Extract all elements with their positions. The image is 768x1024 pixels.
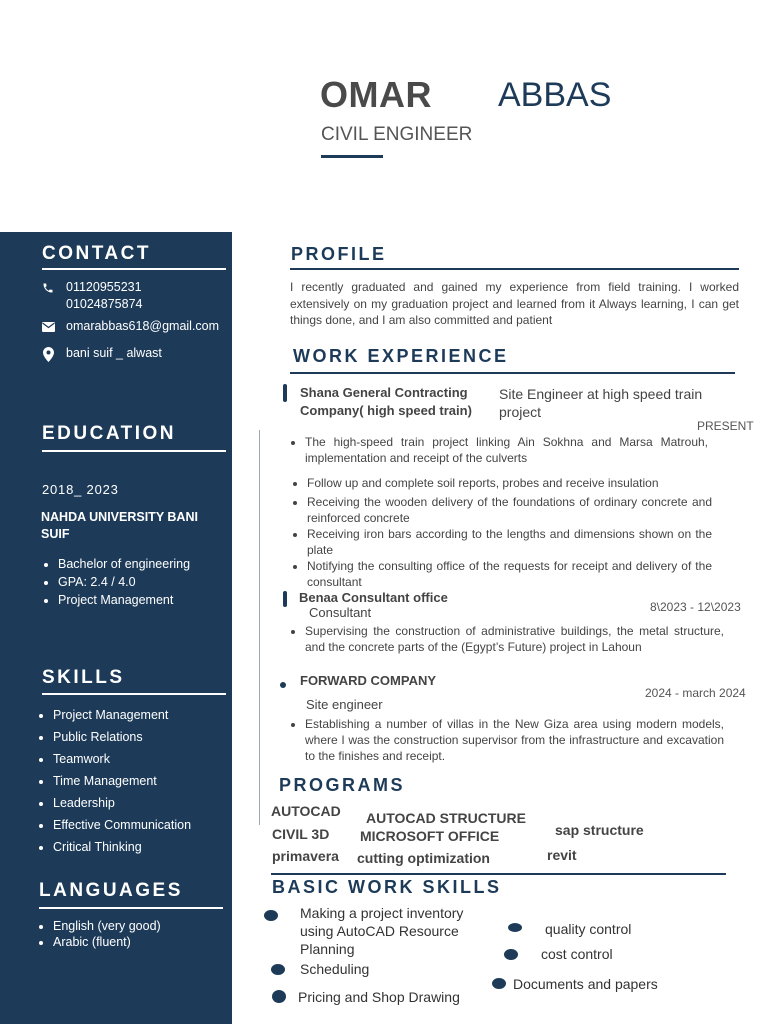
timeline-marker <box>283 591 287 607</box>
languages-list <box>37 918 161 950</box>
job-bullets <box>290 434 708 466</box>
skill-item: • Effective Communication <box>53 814 191 836</box>
phone-2: 01024875874 <box>66 297 143 311</box>
job-role: Consultant <box>309 605 372 620</box>
job-bullet: • Follow up and complete soil reports, probes and receive insulation <box>307 475 712 491</box>
job-role: Site Engineer at high speed train project <box>499 386 703 420</box>
program-item: primavera <box>272 848 339 864</box>
skill-item: • Project Management <box>53 704 191 726</box>
program-item: AUTOCAD STRUCTURE <box>366 810 526 826</box>
timeline-marker <box>283 384 287 402</box>
program-item: MICROSOFT OFFICE <box>360 828 500 844</box>
languages-rule <box>39 907 223 909</box>
skill-item: • Public Relations <box>53 726 191 748</box>
programs-heading: PROGRAMS <box>279 775 406 795</box>
profile-heading: PROFILE <box>291 244 387 264</box>
first-name: OMAR <box>320 74 432 115</box>
email-icon <box>40 319 56 335</box>
education-years: 2018_ 2023 <box>42 482 119 497</box>
education-item: • Bachelor of engineering <box>58 555 190 573</box>
basic-skill-item: Scheduling <box>300 961 370 977</box>
education-item: • Project Management <box>58 591 190 609</box>
job-company: Shana General Contracting Company( high speed train) <box>300 385 472 418</box>
location: bani suif _ alwast <box>66 346 162 360</box>
contact-heading: CONTACT <box>42 243 151 264</box>
profile-text: I recently graduated and gained my experience from field training. I worked extensively on my graduation project and learned from it Always learning, I can get things done, and I am also committed and patient <box>290 280 739 327</box>
location-pin-icon <box>40 346 56 362</box>
phone-icon <box>40 280 56 296</box>
basic-skill-item: cost control <box>541 946 613 962</box>
job-bullet: • Supervising the construction of administrative buildings, the metal structure, and the concrete parts of the (Egypt’s Future) project in Lahoun <box>305 623 724 655</box>
job-bullet: • Establishing a number of villas in the New Giza area using modern models, where I was the construction supervisor from the infrastructure and excavation to the finishes and receipt. <box>305 716 724 764</box>
phone-1: 01120955231 <box>66 280 142 294</box>
skill-bullet <box>264 910 278 921</box>
education-item: • GPA: 2.4 / 4.0 <box>58 573 190 591</box>
email: omarabbas618@gmail.com <box>66 319 220 333</box>
job-bullets <box>290 716 724 764</box>
program-item: sap structure <box>555 822 644 838</box>
title-underline <box>321 155 383 158</box>
timeline-line <box>259 430 260 825</box>
profile-rule <box>290 268 739 270</box>
job-role: Site engineer <box>306 697 383 712</box>
job-bullet: • Notifying the consulting office of the requests for receipt and delivery of the consultant <box>307 558 712 590</box>
program-item: CIVIL 3D <box>272 826 330 842</box>
basic-skill-item: Making a project inventory using AutoCAD Resource Planning <box>300 905 464 957</box>
basic-skill-item: Pricing and Shop Drawing <box>298 989 460 1005</box>
work-experience-heading: WORK EXPERIENCE <box>293 346 509 366</box>
education-list <box>42 555 190 609</box>
job-date: PRESENT <box>697 419 754 433</box>
skill-bullet <box>508 923 522 932</box>
basic-skill-item: quality control <box>545 921 632 937</box>
skill-bullet <box>271 964 285 975</box>
skill-item: • Teamwork <box>53 748 191 770</box>
languages-heading: LANGUAGES <box>39 880 183 901</box>
language-item: • Arabic (fluent) <box>53 934 161 950</box>
job-bullet: • Receiving iron bars according to the lengths and dimensions shown on the plate <box>307 526 712 558</box>
job-title: CIVIL ENGINEER <box>321 124 473 145</box>
skill-bullet <box>492 978 506 989</box>
skill-item: • Critical Thinking <box>53 836 191 858</box>
contact-rule <box>42 268 226 270</box>
program-item: cutting optimization <box>357 850 490 866</box>
last-name: ABBAS <box>498 76 612 114</box>
timeline-marker <box>280 682 286 688</box>
job-company: FORWARD COMPANY <box>300 673 437 688</box>
job-date: 8\2023 - 12\2023 <box>650 600 741 614</box>
program-item: revit <box>547 847 577 863</box>
education-rule <box>42 450 226 452</box>
basic-work-skills-rule <box>271 873 726 875</box>
job-bullets <box>290 623 724 655</box>
skill-item: • Leadership <box>53 792 191 814</box>
education-heading: EDUCATION <box>42 423 177 444</box>
skills-heading: SKILLS <box>42 667 125 688</box>
job-bullet: • Receiving the wooden delivery of the foundations of ordinary concrete and reinforced concrete <box>307 494 712 526</box>
program-item: AUTOCAD <box>271 803 341 819</box>
basic-work-skills-heading: BASIC WORK SKILLS <box>272 877 502 897</box>
skill-item: • Time Management <box>53 770 191 792</box>
skill-bullet <box>504 949 518 960</box>
job-bullet: • The high-speed train project linking Ain Sokhna and Marsa Matrouh, implementation and receipt of the culverts <box>305 434 708 466</box>
language-item: • English (very good) <box>53 918 161 934</box>
job-bullets <box>292 475 712 590</box>
basic-skill-item: Documents and papers <box>513 976 658 992</box>
university-name: NAHDA UNIVERSITY BANI SUIF <box>41 510 198 541</box>
skills-rule <box>42 693 226 695</box>
job-date: 2024 - march 2024 <box>645 686 746 700</box>
job-company: Benaa Consultant office <box>299 590 448 605</box>
work-experience-rule <box>290 372 735 374</box>
skill-bullet <box>272 990 286 1003</box>
skills-list <box>37 704 191 858</box>
